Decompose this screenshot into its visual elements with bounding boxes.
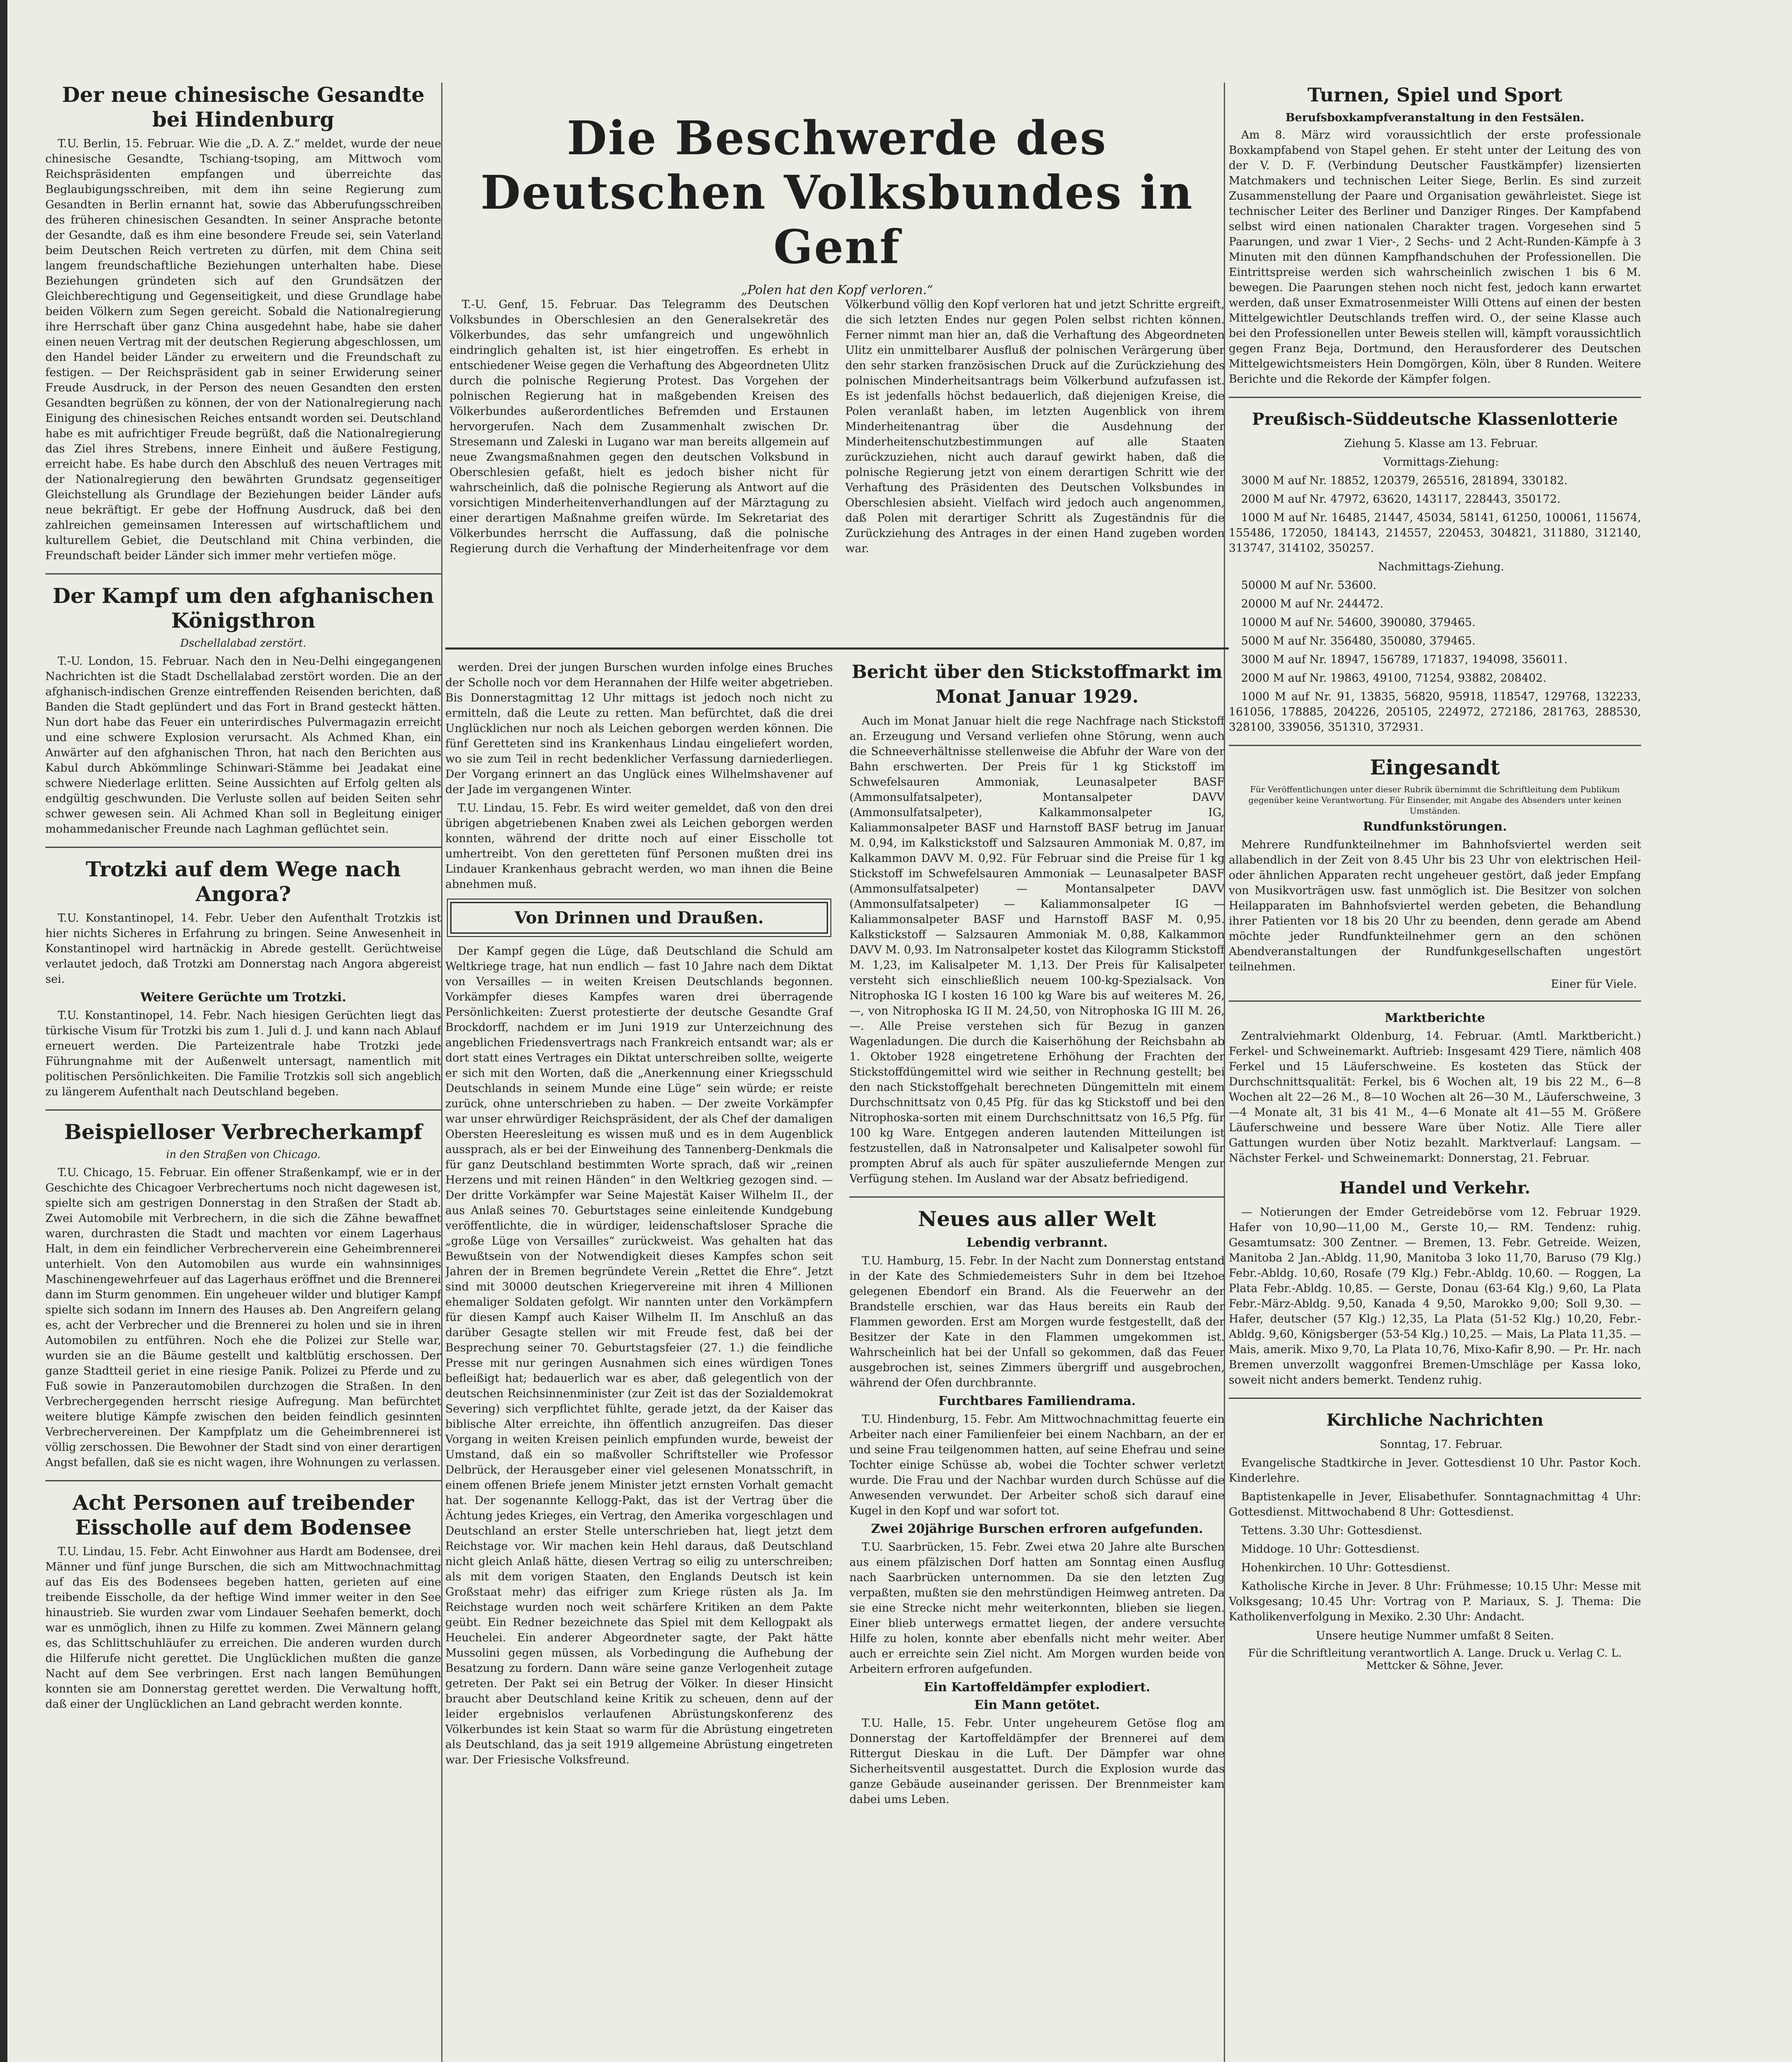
separator [45,847,441,848]
separator [1229,1000,1641,1002]
main-headline: Die Beschwerde des Deutschen Volksbundes in Genf [480,111,1194,274]
main-tagline: „Polen hat den Kopf verloren.“ [741,283,933,297]
column-b [445,660,833,2062]
article-trotzki [45,857,441,1099]
body-drinnen-draussen: Der Kampf gegen die Lüge, daß Deutschland die Schuld am Weltkriege trage, hat nun endlich — fast 10 Jahre nach dem Diktat von Versailles — in weiten Kreisen Deutschlands begonnen. Vorkämpfer dieses Kampfes waren drei überragende Persönlichkeiten: Zuerst protestierte der deutsche Gesandte Graf Brockdorff, nachdem er im Juni 1919 zur Unterzeichnung des angeblichen Friedensvertrags nach Frankreich entsandt war; als er dort statt eines Vertrages ein Diktat unterschreiben sollte, weigerte er sich mit den Worten, daß die „Anerkennung einer Kriegsschuld Deutschlands in seinem Munde eine Lüge“ sein würde; er reiste zurück, ohne unterschrieben zu haben. — Der zweite Vorkämpfer war unser ehrwürdiger Reichspräsident, der als Chef der damaligen Obersten Heeresleitung es wissen muß und es in dem Augenblick aussprach, als er bei der Einweihung des Tannenberg-Denkmals die für ganz Deutschland bestimmten Worte sprach, daß wir „reinen Herzens und mit reinen Händen“ in den Weltkrieg gezogen sind. — Der dritte Vorkämpfer war Seine Majestät Kaiser Wilhelm II., der aus Anlaß seines 70. Geburtstages seine einleitende Kundgebung veröffentlichte, die in würdiger, leidenschaftsloser Sprache die „große Lüge von Versailles“ zurückweist. Was gehalten hat das Bewußtsein von der Notwendigkeit dieses Kampfes schon seit Jahren der in Bremen begründete Verein „Rettet die Ehre“. Jetzt sind mit 30000 deutschen Kriegervereine mit ihren 4 Millionen ehemaliger Soldaten gefolgt. Wir nannten unter den Vorkämpfern für diesen Kampf auch Kaiser Wilhelm II. Im Anschluß an das darüber Gesagte stellen wir mit Freude fest, daß bei der Besprechung seiner 70. Geburtstagsfeier (27. 1.) die feindliche Presse mit nur geringen Ausnahmen sich eines würdigen Tones befleißigt hat; bedauerlich war es aber, daß gelegentlich von der deutschen Reichsinnenminister (zur Zeit ist das der Sozialdemokrat Severing) sich verpflichtet fühlte, gerade jetzt, da der Kaiser das biblische Alter erreichte, ihn öffentlich anzugreifen. Das dieser Vorgang in weiten Kreisen peinlich empfunden wurde, beweist der Umstand, daß ein so maßvoller Schriftsteller wie Professor Delbrück, der Herausgeber einer viel gelesenen Monatsschrift, in einem offenen Briefe jenem Minister jetzt ernsten Vorhalt gemacht hat. Der sogenannte Kellogg-Pakt, das ist der Vertrag über die Ächtung jedes Krieges, ein Vertrag, den Amerika vorgeschlagen und Deutschland an erster Stelle unterschrieben hat, liegt jetzt dem Reichstage vor. Wir machen kein Hehl daraus, daß Deutschland nicht gleich Anlaß hätte, diesen Vertrag so eilig zu unterschreiben; als mit dem vorigen Staaten, den Englands Deutsch ist kein Großstaat mehr) das eifriger zum Kriege rüsten als Ja. Im Reichstage wurden noch weit schärfere Kritiken an dem Pakte geübt. Ein Redner bezeichnete das Spiel mit dem Kellogpakt als Heuchelei. Ein anderer Abgeordneter sagte, der Pakt hätte Mussolini gegen müssen, als Vorbedingung die Aufhebung der Besatzung zu fordern. Dann wäre seine ganze Verlogenheit zutage getreten. Der Pakt sei ein Betrug der Völker. In dieser Hinsicht braucht aber Deutschland keine Kritik zu scheuen, denn auf der leider ergebnislos verlaufenen Abrüstungskonferenz des Völkerbundes ist kein Staat so warm für die Abrüstung eingetreten als Deutschland, das ja seit 1919 allgemeine Abrüstung eingetreten war. Der Friesische Volksfreund. [445,945,833,1766]
imprint: Für die Schriftleitung verantwortlich A. Lange. Druck u. Verlag C. L. Mettcker & Söhne, Jever. [1248,1647,1622,1672]
separator [45,573,441,574]
body-afghan-throne: T.-U. London, 15. Februar. Nach den in Neu-Delhi eingegangenen Nachrichten ist die Stadt Dschellalabad zerstört worden. Die an der afghanisch-indischen Grenze eintreffenden Reisenden berichten, daß Banden die Stadt geplündert und das Fort in Brand gesteckt hätten. Nun dort habe das Feuer ein unterirdisches Pulvermagazin erreicht und eine schwere Explosion verursacht. Als Achmed Khan, ein Anwärter auf den afghanischen Thron, hat nach den Berichten aus Kabul durch Abkömmlinge Schinwari-Stämme bei Jeadakat eine schwere Niederlage erlitten. Seine Aussichten auf Erfolg gelten als endgültig geschwunden. Die Verluste sollen auf beiden Seiten sehr schwer gewesen sein. Ali Achmed Khan soll in Begleitung einiger mohammedanischer Freunde nach Laghman geflüchtet sein. [45,655,441,836]
article-chicago [45,1120,441,1470]
main-article-text: T.-U. Genf, 15. Februar. Das Telegramm des Deutschen Volksbundes in Oberschlesien an den Generalsekretär des Völkerbundes, das sehr umfangreich und ungewöhnlich eindringlich gehalten ist, ist hier eingetroffen. Es erhebt in entschiedener Weise gegen die Verhaftung des Abgeordneten Ulitz durch die polnische Regierung Protest. Das Vorgehen der polnischen Regierung hat in maßgebenden Kreisen des Völkerbundes außerordentliches Befremden und Erstaunen hervorgerufen. Nach dem Zusammenhalt zwischen Dr. Stresemann und Zaleski in Lugano war man bereits allgemein auf neue Zwangsmaßnahmen gegen den deutschen Volksbund in Oberschlesien gefaßt, hielt es jedoch bisher nicht für wahrscheinlich, daß die polnische Regierung als Antwort auf die vorsichtigen Minderheitenverhandlungen auf der Märztagung zu einer derartigen Maßnahme greifen würde. Im Sekretariat des Völkerbundes herrscht die Auffassung, daß die polnische Regierung durch die Verhaftung der Minderheitenfrage vor dem Völkerbund völlig den Kopf verloren hat und jetzt Schritte ergreift, die sich letzten Endes nur gegen Polen selbst richten können. Ferner nimmt man hier an, daß die Verhaftung des Abgeordneten Ulitz ein unmittelbarer Ausfluß der polnischen Verärgerung über den sehr starken französischen Druck auf die Zurückziehung des polnischen Minderheitsantrags beim Völkerbund aufzufassen ist. Es ist jedenfalls höchst bedauerlich, daß diejenigen Kreise, die Polen veranlaßt haben, im letzten Augenblick von ihrem Minderheitenantrag über die Ausdehnung der Minderheitenschutzbestimmungen auf alle Staaten zurückzuziehen, nicht auch darauf gewirkt haben, daß die polnische Regierung jetzt von einem derartigen Schritt wie der Verhaftung des Präsidenten des Deutschen Volksbundes in Oberschlesien absieht. Vielfach wird jedoch auch angenommen, daß Polen mit derartiger Schritt als Zugeständnis für die Zurückziehung des Antrages in der einen Hand zugeben worden war. [449,298,1225,555]
separator [45,1109,441,1111]
article-lotterie [1229,407,1641,735]
label-vormittag: Vormittags-Ziehung: [1383,456,1499,468]
headline-chicago: Beispielloser Verbrecherkampf [64,1120,423,1144]
subhead-kirche: Sonntag, 17. Februar. [1380,1438,1503,1451]
kirche-line: Evangelische Stadtkirche in Jever. Gottesdienst 10 Uhr. Pastor Koch. Kinderlehre. [1229,1457,1641,1485]
newspaper-page [16,49,1777,2062]
body-bodensee-cont: werden. Drei der jungen Burschen wurden infolge eines Bruches der Scholle noch vor dem Herannahen der Hilfe weiter abgetrieben. Bis Donnerstagmittag 12 Uhr mittags ist jedoch noch nicht zu ermitteln, daß die Leute zu retten. Man befürchtet, daß die drei Unglücklichen nur noch als Leichen geborgen werden können. Die fünf Geretteten sind ins Krankenhaus Lindau eingeliefert worden, wo sie zum Teil in recht bedenklicher Verfassung darniederliegen. Der Vorgang erinnert an das Unglück eines Wilhelmshavener auf der Jade im vergangenen Winter. [445,661,833,796]
separator [45,1480,441,1481]
page-edge-shadow [0,0,7,2062]
headline-sport: Turnen, Spiel und Sport [1307,84,1563,106]
kirche-line: Hohenkirchen. 10 Uhr: Gottesdienst. [1241,1561,1451,1574]
subhead-lebendig: Lebendig verbrannt. [966,1236,1108,1250]
lotterie-line: 20000 M auf Nr. 244472. [1241,598,1384,610]
article-neues-welt [849,1207,1225,1807]
subhead-chicago: in den Straßen von Chicago. [166,1149,321,1161]
article-eingesandt [1229,755,1641,991]
subhead-sport: Berufsboxkampfveranstaltung in den Festsälen. [1285,111,1585,124]
body-lebendig: T.U. Hamburg, 15. Febr. In der Nacht zum Donnerstag entstand in der Kate des Schmiedemeisters Suhr in dem bei Itzehoe gelegenen Ebendorf ein Brand. Als die Feuerwehr an der Brandstelle erschien, war das Haus bereits ein Raub der Flammen geworden. Erst am Morgen wurde festgestellt, daß der Besitzer der Kate in den Flammen umgekommen ist. Wahrscheinlich hat bei der Unfall so gekommen, daß das Feuer ausgebrochen ist, seines Zimmers übergriff und ausgebrochen, während der Ofen durchbrannte. [849,1255,1225,1389]
main-headline-block [449,111,1225,297]
lotterie-line: 3000 M auf Nr. 18947, 156789, 171837, 194098, 356011. [1241,653,1568,666]
body-chicago: T.U. Chicago, 15. Februar. Ein offener Straßenkampf, wie er in der Geschichte des Chicagoer Verbrechertums noch nicht dagewesen ist, spielte sich am gestrigen Donnerstag in den Straßen der Stadt ab. Zwei Automobile mit Verbrechern, in die sich die Zähne bewaffnet waren, durchrasten die Stadt und machten vor einem Lagerhaus Halt, in dem ein feindlicher Verbrecherverein eine Geheimbrennerei unterhielt. Von den Automobilen aus wurde ein wahnsinniges Maschinengewehrfeuer auf das Lagerhaus eröffnet und die Brennerei dann im Sturm genommen. Ein ungeheuer wilder und blutiger Kampf spielte sich sodann im Innern des Hauses ab. Den Angreifern gelang es, acht der Verbrecher und die Brennerei zu holen und sie in ihren Automobilen zu entführen. Noch ehe die Polizei zur Stelle war, wurden sie an die Bäume gestellt und kaltblütig erschossen. Der ganze Stadtteil geriet in eine riesige Panik. Polizei zu Pferde und zu Fuß sowie in Panzerautomobilen durchzogen die Straßen. In den Verbrechergegenden herrscht riesige Aufregung. Man befürchtet weitere blutige Kämpfe zwischen den beiden feindlich gesinnten Verbrechervereinen. Der Kampfplatz um die Geheimbrennerei ist völlig zerschossen. Die Bewohner der Stadt sind von einer derartigen Angst befallen, daß sie es nicht wagen, ihre Wohnungen zu verlassen. [45,1166,441,1469]
column-a [45,82,441,2062]
signature-rundfunk: Einer für Viele. [1551,978,1637,991]
article-kirche [1229,1408,1641,1672]
separator [1229,397,1641,398]
subhead-afghan: Dschellalabad zerstört. [180,637,306,650]
body-erfroren: T.U. Saarbrücken, 15. Febr. Zwei etwa 20 Jahre alte Burschen aus einem pfälzischen Dorf hatten am Sonntag einen Ausflug nach Saarbrücken unternommen. Da sie den letzten Zug verpaßten, mußten sie den mehrstündigen Heimweg antreten. Da sie eine Strecke nicht mehr weiterkonnten, blieben sie liegen. Einer blieb unterwegs ermattet liegen, der andere versuchte Hilfe zu holen, konnte aber ebenfalls nicht mehr weiter. Aber auch er erreichte sein Ziel nicht. Am Morgen wurden beide von Arbeitern erfroren aufgefunden. [849,1541,1225,1676]
lotterie-line: 2000 M auf Nr. 47972, 63620, 143117, 228443, 350172. [1241,493,1561,506]
kirche-line: Katholische Kirche in Jever. 8 Uhr: Frühmesse; 10.15 Uhr: Messe mit Volksgesang; 10.45 Uhr: Vortrag von P. Mariaux, S. J. Thema: Die Katholikenverfolgung in Mexiko. 2.30 Uhr: Andacht. [1229,1580,1641,1623]
body-familiendrama: T.U. Hindenburg, 15. Febr. Am Mittwochnachmittag feuerte ein Arbeiter nach einer Familienfeier bei einem Nachbarn, an der er und seine Frau teilgenommen hatten, auf seine Ehefrau und seine Tochter einige Schüsse ab, wobei die Tochter schwer verletzt wurde. Die Frau und der Nachbar wurden durch Schüsse auf die Anwesenden verwundet. Der Arbeiter schoß sich darauf eine Kugel in den Kopf und war sofort tot. [849,1413,1225,1517]
article-chinese-envoy [45,82,441,563]
column-c [849,660,1225,2062]
body-markt: Zentralviehmarkt Oldenburg, 14. Februar. (Amtl. Marktbericht.) Ferkel- und Schweinemarkt. Auftrieb: Insgesamt 429 Tiere, nämlich 408 Ferkel und 15 Läuferschweine. Es kosteten das Stück der Durchschnittsqualität: Ferkel, bis 6 Wochen alt, 19 bis 22 M., 6—8 Wochen alt 22—26 M., 8—10 Wochen alt 26—30 M., Läuferschweine, 3—4 Monate alt, 31 bis 41 M., 4—6 Monate alt 41—55 M. Größere Läuferschweine und bessere Ware über Notiz. Alle Tiere aller Gattungen wurden über Notiz bezahlt. Marktverlauf: Langsam. — Nächster Ferkel- und Schweinemarkt: Donnerstag, 21. Februar. [1229,1030,1641,1165]
body-bodensee-update: T.U. Lindau, 15. Febr. Es wird weiter gemeldet, daß von den drei übrigen abgetriebenen Knaben zwei als Leichen geborgen werden konnten, während der dritte noch auf einer Eisscholle tot umhertreibt. Von den geretteten fünf Personen mußten drei ins Lindauer Krankenhaus gebracht werden, wo man ihnen die Beine abnehmen muß. [445,802,833,891]
article-drinnen-draussen [445,944,833,1768]
lotterie-line: 1000 M auf Nr. 16485, 21447, 45034, 58141, 61250, 100061, 115674, 155486, 172050, 184143, 214557, 220453, 304821, 311880, 312140, 313747, 314102, 350257. [1229,511,1641,555]
article-stickstoff [849,660,1225,1186]
article-bodensee-cont [445,660,833,892]
kirche-line: Middoge. 10 Uhr: Gottesdienst. [1241,1543,1420,1556]
headline-afghan-throne: Der Kampf um den afghanischen Königsthron [52,584,434,633]
body-rundfunk: Mehrere Rundfunkteilnehmer im Bahnhofsviertel werden seit allabendlich in der Zeit von 8.45 Uhr bis 23 Uhr von elektrischen Heil- oder ähnlichen Apparaten recht ungeheuer gestört, daß jeder Empfang von Musikvorträgen usw. fast unmöglich ist. Die Besitzer von solchen Heilapparaten im Bahnhofsviertel werden gebeten, die Behandlung ihrer Patienten vor 18 bis 20 Uhr zu beenden, denn gerade am Abend möchte jeder Rundfunkteilnehmer gern an den schönen Abendveranstaltungen der Rundfunkgesellschaften ungestört teilnehmen. [1229,838,1641,973]
headline-stickstoff: Bericht über den Stickstoffmarkt im Monat Januar 1929. [851,661,1223,707]
headline-chinese-envoy: Der neue chinesische Gesandte bei Hindenburg [62,82,425,132]
column-d [1229,82,1641,2062]
eingesandt-disclaimer: Für Veröffentlichungen unter dieser Rubrik übernimmt die Schriftleitung dem Publikum gegenüber keine Verantwortung. Für Einsender, mit Angabe des Absenders unter keinen Umständen. [1248,784,1622,816]
kirche-line: Tettens. 3.30 Uhr: Gottesdienst. [1241,1524,1423,1537]
headline-eingesandt: Eingesandt [1370,755,1500,779]
subhead-mann-getoetet: Ein Mann getötet. [974,1698,1100,1712]
lotterie-line: 2000 M auf Nr. 19863, 49100, 71254, 93882, 208402. [1241,672,1547,685]
lotterie-line: 5000 M auf Nr. 356480, 350080, 379465. [1241,635,1476,647]
body-handel: — Notierungen der Emder Getreidebörse vom 12. Februar 1929. Hafer von 10,90—11,00 M., Gerste 10,— RM. Tendenz: ruhig. Gesamtumsatz: 300 Zentner. — Bremen, 13. Febr. Getreide. Weizen, Manitoba 2 Jan.-Abldg. 11,90, Manitoba 3 loko 11,70, Baruso (79 Klg.) Febr.-Abldg. 10,60, Rosafe (79 Klg.) Febr.-Abldg. 10,60. — Roggen, La Plata Febr.-Abldg. 10,85. — Gerste, Donau (63-64 Klg.) 9,60, La Plata Febr.-März-Abldg. 9,50, Kanada 4 9,50, Marokko 9,00; Soll 9,30. — Hafer, deutscher (57 Klg.) 12,35, La Plata (51-52 Klg.) 10,20, Febr.-Abldg. 9,60, Königsberger (53-54 Klg.) 10,25. — Mais, La Plata 11,35. — Mais, amerik. Mixo 9,70, La Plata 10,76, Mixo-Kafir 8,90. — Pr. Hr. nach Bremen unverzollt waggonfrei Bremen-Umschläge per Kassa loko, soweit nicht anders bemerkt. Tendenz ruhig. [1229,1206,1641,1386]
main-article-rule [445,647,1229,650]
body-sport: Am 8. März wird voraussichtlich der erste professionale Boxkampfabend von Stapel gehen. Er steht unter der Leitung des von der V. D. F. (Verbindung Deutscher Faustkämpfer) lizensierten Matchmakers und technischen Leiter Siege, Berlin. Es sind zurzeit Zusammenstellung der Paare und Organisation gewährleistet. Siege ist technischer Leiter des Berliner und Danziger Ringes. Der Kampfabend selbst wird einen nationalen Charakter tragen. Vorgesehen sind 5 Paarungen, und zwar 1 Vier-, 2 Sechs- und 2 Acht-Runden-Kämpfe à 3 Minuten mit den dünnen Kampfhandschuhen der Professionellen. Die Eintrittspreise werden sich wahrscheinlich zwischen 1 bis 6 M. bewegen. Die Paarungen stehen noch nicht fest, jedoch kann erwartet werden, daß unser Exmatrosenmeister Willi Ottens auf einen der besten Mittelgewichtler Deutschlands treffen wird. O., der seine Klasse auch bei den Professionellen unter Beweis stellen will, kämpft voraussichtlich gegen Franz Beja, Dortmund, den Herausforderer des Deutschen Mittelgewichtsmeisters Hein Domgörgen, Köln, über 8 Runden. Weitere Berichte und die Rekorde der Kämpfer folgen. [1229,129,1641,386]
headline-neues-welt: Neues aus aller Welt [918,1207,1156,1231]
body-stickstoff: Auch im Monat Januar hielt die rege Nachfrage nach Stickstoff an. Erzeugung und Versand verliefen ohne Störung, wenn auch die Schneeverhältnisse stellenweise die Abfuhr der Ware von der Bahn erschwerten. Der Preis für 1 kg Stickstoff im Schwefelsauren Ammoniak, Leunasalpeter BASF (Ammonsulfatsalpeter), Montansalpeter DAVV (Ammonsulfatsalpeter), Kalkammonsalpeter IG, Kaliammonsalpeter BASF und Harnstoff BASF betrug im Januar M. 0,94, im Kalkstickstoff und Salzsauren Ammoniak M. 0,87, im Kalkammon DAVV M. 0,92. Für Februar sind die Preise für 1 kg Stickstoff im Schwefelsauren Ammoniak — Leunasalpeter BASF (Ammonsulfatsalpeter) — Montansalpeter DAVV (Ammonsulfatsalpeter) — Kaliammonsalpeter IG — Kaliammonsalpeter BASF und Harnstoff BASF M. 0,95. Kalkstickstoff — Salzsauren Ammoniak M. 0,88, Kalkammon DAVV M. 0,93. Im Natronsalpeter kostet das Kilogramm Stickstoff M. 1,23, im Kalisalpeter M. 1,13. Der Preis für Kalisalpeter versteht sich einschließlich neuem 100-kg-Spezialsack. Von Nitrophoska IG I kosten 16 100 kg Ware bis auf weiteres M. 26,—, von Nitrophoska IG II M. 24,50, von Nitrophoska IG III M. 26,—. Alle Preise verstehen sich für Bezug in ganzen Wagenladungen. Die durch die Kaiserhöhung der Reichsbahn ab 1. Oktober 1928 eingetretene Erhöhung der Frachten der Stickstoffdüngemittel wird wie seither in Rechnung gestellt; bei den nach Stickstoffgehalt berechneten Düngemitteln mit einem Durchschnittsatz von 0,45 Pfg. für das kg Stickstoff und bei den Nitrophoska-sorten mit einem Durchschnittsatz von 16,5 Pfg. für 100 kg Ware. Entgegen anderen lautenden Mitteilungen ist festzustellen, daß in Natronsalpeter und Kalisalpeter sowohl für prompten Abruf als auch für später auszuliefernde Mengen zur Verfügung stehen. Im Ausland war der Absatz befriedigend. [849,715,1225,1185]
subhead-kartoffeldaempfer: Ein Kartoffeldämpfer explodiert. [924,1680,1150,1695]
headline-kirche: Kirchliche Nachrichten [1326,1410,1544,1430]
subhead-lotterie: Ziehung 5. Klasse am 13. Februar. [1344,437,1538,450]
article-sport [1229,82,1641,387]
headline-bodensee: Acht Personen auf treibender Eisscholle auf dem Bodensee [72,1490,414,1539]
body-bodensee: T.U. Lindau, 15. Febr. Acht Einwohner aus Hardt am Bodensee, drei Männer und fünf junge Burschen, die sich am Mittwochnachmittag auf das Eis des Bodensees begeben hatten, gerieten auf eine treibende Eisscholle, da der heftige Wind immer weiter in den See hinaustrieb. Sie wurden zwar vom Lindauer Seehafen bemerkt, doch war es unmöglich, ihnen zu Hilfe zu kommen. Zwei Männern gelang es, das Schlittschuhläufer zu erreichen. Die anderen wurden durch die Hilferufe nicht gerettet. Die Unglücklichen mußten die ganze Nacht auf dem See verbringen. Erst nach langen Bemühungen konnten sie am Donnerstag gerettet werden. Die Verwaltung hofft, daß einer der Unglücklichen an Land gebracht werden konnte. [45,1545,441,1711]
section-box-von-drinnen: Von Drinnen und Draußen. [450,902,828,934]
subhead-familiendrama: Furchtbares Familiendrama. [938,1394,1136,1408]
article-bodensee [45,1490,441,1712]
subhead-erfroren: Zwei 20jährige Burschen erfroren aufgefunden. [871,1522,1203,1536]
lotterie-line: 3000 M auf Nr. 18852, 120379, 265516, 281894, 330182. [1241,474,1568,487]
issue-page-count: Unsere heutige Nummer umfaßt 8 Seiten. [1316,1629,1554,1642]
article-afghan-throne [45,584,441,837]
body-trotzki-2: T.U. Konstantinopel, 14. Febr. Nach hiesigen Gerüchten liegt das türkische Visum für Trotzki bis zum 1. Juli d. J. und kann nach Ablauf erneuert werden. Die Parteizentrale habe Trotzki jede Führungnahme mit der Außenwelt untersagt, namentlich mit politischen Persönlichkeiten. Die Familie Trotzkis soll sich angeblich zu längerem Aufenthalt nach Deutschland begeben. [45,1009,441,1098]
subhead-rundfunk: Rundfunkstörungen. [1363,819,1507,834]
separator [1229,1398,1641,1399]
headline-lotterie: Preußisch-Süddeutsche Klassenlotterie [1252,410,1618,429]
headline-trotzki: Trotzki auf dem Wege nach Angora? [85,857,401,906]
article-markt [1229,1011,1641,1166]
label-nachmittag: Nachmittags-Ziehung. [1378,560,1504,573]
column-rule-1 [441,82,442,2062]
headline-handel: Handel und Verkehr. [1339,1178,1531,1198]
lotterie-line: 10000 M auf Nr. 54600, 390080, 379465. [1241,616,1476,629]
lotterie-line: 1000 M auf Nr. 91, 13835, 56820, 95918, 118547, 129768, 132233, 161056, 178885, 204226, 205105, 224972, 272186, 281763, 288530, 328100, 339056, 351310, 372931. [1229,690,1641,734]
body-trotzki: T.U. Konstantinopel, 14. Febr. Ueber den Aufenthalt Trotzkis ist hier nichts Sicheres in Erfahrung zu bringen. Seine Anwesenheit in Konstantinopel wird hartnäckig in Abrede gestellt. Gerüchtweise verlautet jedoch, daß Trotzki am Donnerstag nach Angora abgereist sei. [45,912,441,986]
separator [849,1196,1225,1198]
article-handel [1229,1176,1641,1388]
kirche-line: Baptistenkapelle in Jever, Elisabethufer. Sonntagnachmittag 4 Uhr: Gottesdienst. Mittwochabend 8 Uhr: Gottesdienst. [1229,1490,1641,1518]
headline-markt: Marktberichte [1385,1011,1485,1025]
separator [1229,745,1641,746]
lotterie-line: 50000 M auf Nr. 53600. [1241,579,1376,592]
subhead-trotzki: Weitere Gerüchte um Trotzki. [140,990,346,1005]
main-article-body [449,297,1225,643]
body-chinese-envoy: T.U. Berlin, 15. Februar. Wie die „D. A. Z.“ meldet, wurde der neue chinesische Gesandte, Tschiang-tsoping, am Mittwoch vom Reichspräsidenten empfangen und überreichte das Beglaubigungsschreiben, mit dem ihn seine Regierung zum Gesandten in Berlin ernannt hat, sowie das Abberufungsschreiben des früheren chinesischen Gesandten. In seiner Ansprache betonte der Gesandte, daß es ihm eine besondere Freude sei, sein Vaterland beim Deutschen Reich vertreten zu dürfen, mit dem China seit langem freundschaftliche Beziehungen unterhalten habe. Diese Beziehungen gründeten sich auf den Grundsätzen der Gleichberechtigung und Gegenseitigkeit, und diese Grundlage habe beiden Völkern zum Segen gereicht. Sobald die Nationalregierung ihre Herrschaft über ganz China ausgedehnt habe, habe sie daher einen neuen Vertrag mit der deutschen Regierung abgeschlossen, um den Handel beider Länder zu erweitern und die Freundschaft zu festigen. — Der Reichspräsident gab in seiner Erwiderung seiner Freude Ausdruck, in der Person des neuen Gesandten den ersten Gesandten begrüßen zu können, der von der Nationalregierung nach Einigung des chinesischen Reiches entsandt worden sei. Deutschland habe es mit aufrichtiger Freude begrüßt, daß die Nationalregierung das Ziel ihres Strebens, innere Einheit und äußere Festigung, erreicht habe. Es habe durch den Abschluß des neuen Vertrages mit der Nationalregierung den bewährten Grundsatz gegenseitiger Gleichstellung als Grundlage der Beziehungen beider Länder aufs neue bekräftigt. Er gebe der Hoffnung Ausdruck, daß bei den zahlreichen gemeinsamen Interessen auf wirtschaftlichem und kulturellem Gebiet, die Deutschland mit China verbinden, die Freundschaft beider Länder sich immer mehr vertiefen möge. [45,137,441,562]
body-kartoffeldaempfer: T.U. Halle, 15. Febr. Unter ungeheurem Getöse flog am Donnerstag der Kartoffeldämpfer der Brennerei auf dem Rittergut Dieskau in die Luft. Der Dämpfer war ohne Sicherheitsventil ausgestattet. Durch die Explosion wurde das ganze Gebäude auseinander gerissen. Der Brennmeister kam dabei ums Leben. [849,1717,1225,1806]
